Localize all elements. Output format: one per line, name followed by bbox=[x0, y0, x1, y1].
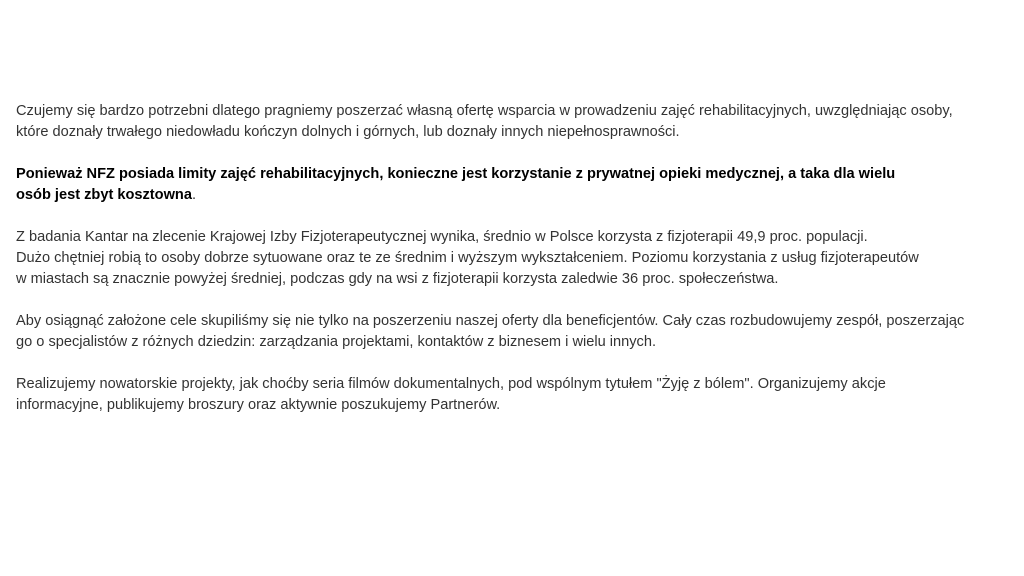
text-line: Aby osiągnąć założone cele skupiliśmy się nie tylko na poszerzeniu naszej oferty dla beneficjentów. Cały czas rozbudowujemy zespół, poszerzając bbox=[16, 313, 965, 329]
bold-phrase: osób jest zbyt kosztowna bbox=[16, 187, 192, 203]
text-line: w miastach są znacznie powyżej średniej, podczas gdy na wsi z fizjoterapii korzysta zaledwie 36 proc. społeczeństwa. bbox=[16, 271, 779, 287]
text-line: Realizujemy nowatorskie projekty, jak choćby seria filmów dokumentalnych, pod wspólnym tytułem "Żyję z bólem". Organizujemy akcje bbox=[16, 376, 886, 392]
paragraph-nfz-limits bbox=[16, 164, 1006, 206]
text-line: Z badania Kantar na zlecenie Krajowej Izby Fizjoterapeutycznej wynika, średnio w Polsce korzysta z fizjoterapii 49,9 proc. populacji. bbox=[16, 229, 868, 245]
paragraph-intro bbox=[16, 101, 1006, 143]
period: . bbox=[191, 187, 197, 203]
text-line bbox=[16, 185, 1006, 206]
text-line: Czujemy się bardzo potrzebni dlatego pragniemy poszerzać własną ofertę wsparcia w prowadzeniu zajęć rehabilitacyjnych, uwzględniając osoby, bbox=[16, 103, 953, 119]
article-body bbox=[16, 101, 1006, 416]
paragraph-goals bbox=[16, 311, 1006, 353]
paragraph-projects bbox=[16, 374, 1006, 416]
text-line: Dużo chętniej robią to osoby dobrze sytuowane oraz te ze średnim i wyższym wykształceniem. Poziomu korzystania z usług fizjoterapeutów bbox=[16, 250, 919, 266]
text-line: które doznały trwałego niedowładu kończyn dolnych i górnych, lub doznały innych niepełnosprawności. bbox=[16, 124, 680, 140]
paragraph-kantar-study bbox=[16, 227, 1006, 290]
text-line: go o specjalistów z różnych dziedzin: zarządzania projektami, kontaktów z biznesem i wielu innych. bbox=[16, 334, 656, 350]
text-line: Ponieważ NFZ posiada limity zajęć rehabilitacyjnych, konieczne jest korzystanie z prywatnej opieki medycznej, a taka dla wielu bbox=[16, 166, 896, 182]
text-line: informacyjne, publikujemy broszury oraz aktywnie poszukujemy Partnerów. bbox=[16, 397, 501, 413]
